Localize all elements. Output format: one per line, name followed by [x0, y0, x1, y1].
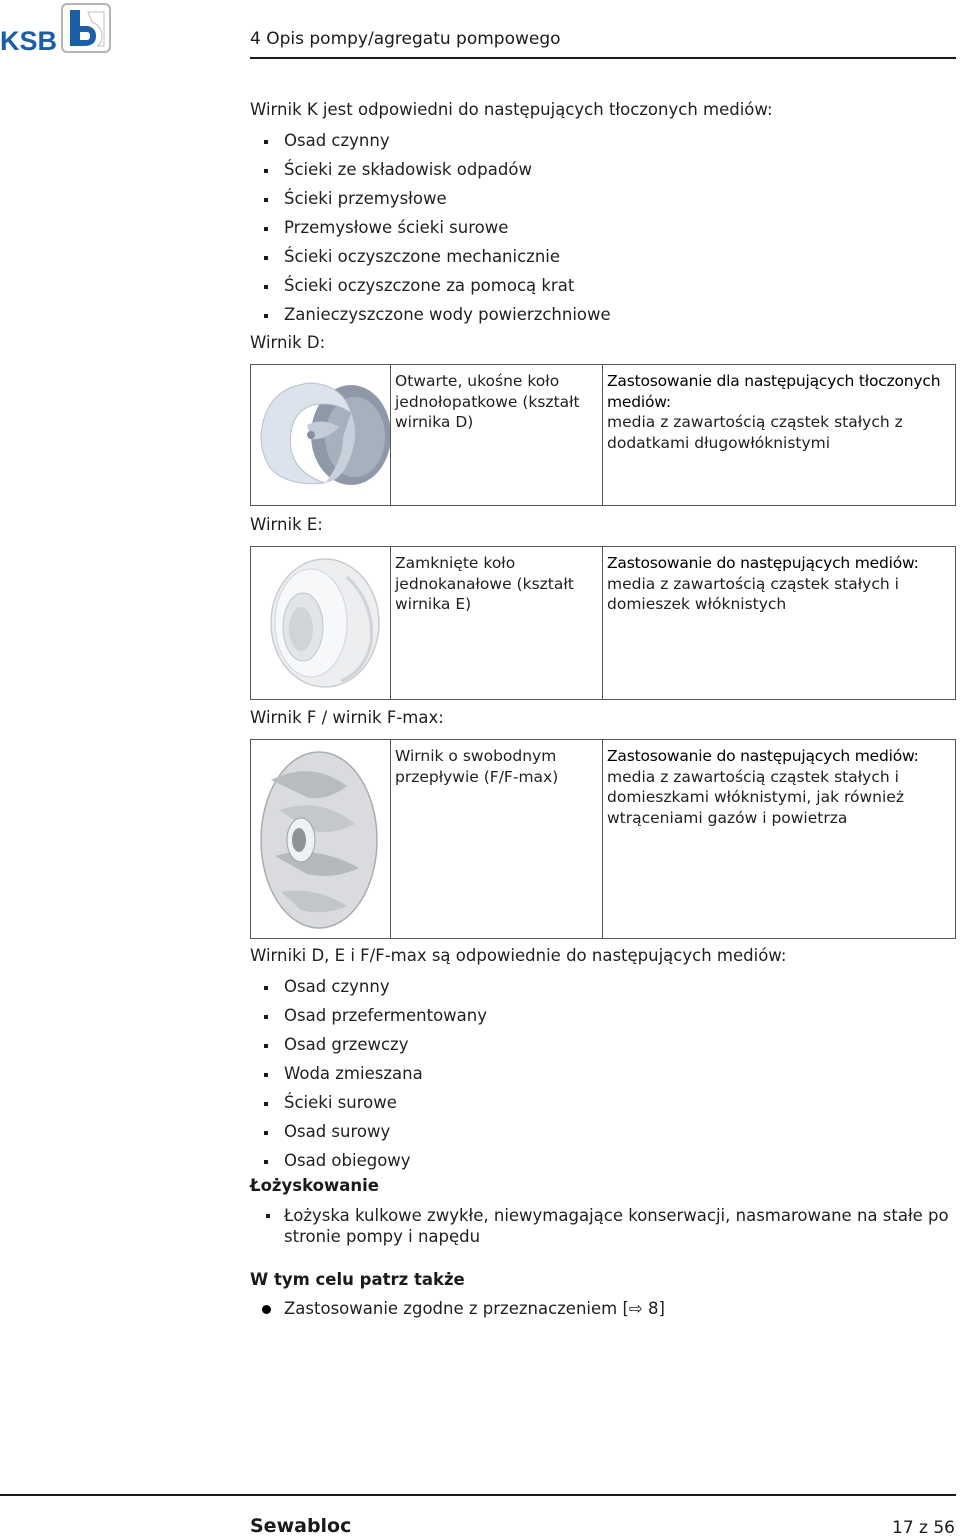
wirniki-def-intro: Wirniki D, E i F/F-max są odpowiednie do następujących mediów:	[250, 946, 787, 965]
list-item: Przemysłowe ścieki surowe	[262, 217, 611, 246]
wirnik-f-image	[251, 740, 391, 938]
list-item: Osad przefermentowany	[262, 1005, 487, 1034]
wirnik-k-intro: Wirnik K jest odpowiedni do następujących tłoczonych mediów:	[250, 100, 773, 119]
list-item: Zanieczyszczone wody powierzchniowe	[262, 304, 611, 333]
wirnik-d-table	[250, 364, 956, 506]
list-item: Osad obiegowy	[262, 1150, 487, 1179]
list-item: Osad surowy	[262, 1121, 487, 1150]
see-also-heading: W tym celu patrz także	[250, 1270, 465, 1289]
list-item: Ścieki oczyszczone za pomocą krat	[262, 275, 611, 304]
list-item: Osad czynny	[262, 976, 487, 1005]
ksb-logo	[0, 2, 115, 54]
section-title: 4 Opis pompy/agregatu pompowego	[250, 29, 561, 49]
wirniki-def-media-list	[262, 976, 487, 1179]
bearings-heading: Łożyskowanie	[250, 1176, 379, 1195]
footer-page-number: 17 z 56	[892, 1518, 955, 1538]
logo-wordmark: KSB	[0, 26, 58, 54]
bearings-item: Łożyska kulkowe zwykłe, niewymagające konserwacji, nasmarowane na stałe po stronie pompy i napędu	[262, 1205, 960, 1247]
list-item: Ścieki ze składowisk odpadów	[262, 159, 611, 188]
list-item: Ścieki surowe	[262, 1092, 487, 1121]
list-item: Osad czynny	[262, 130, 611, 159]
wirnik-f-description: Wirnik o swobodnym przepływie (F/F-max)	[391, 740, 603, 938]
list-item: Woda zmieszana	[262, 1063, 487, 1092]
see-also-link[interactable]: Zastosowanie zgodne z przeznaczeniem [⇨ 8]	[262, 1299, 665, 1318]
wirnik-d-image	[251, 365, 391, 505]
wirnik-e-table	[250, 546, 956, 700]
wirnik-f-application	[603, 740, 955, 938]
list-item: Ścieki oczyszczone mechanicznie	[262, 246, 611, 275]
wirnik-f-label: Wirnik F / wirnik F-max:	[250, 708, 444, 727]
list-item: Ścieki przemysłowe	[262, 188, 611, 217]
header-divider	[250, 57, 956, 59]
footer-product-name: Sewabloc	[250, 1515, 352, 1537]
wirnik-e-label: Wirnik E:	[250, 515, 323, 534]
wirnik-f-table	[250, 739, 956, 939]
footer-divider	[0, 1494, 956, 1496]
application-heading: Zastosowanie dla następujących tłoczonych mediów:	[607, 372, 941, 411]
list-item: Osad grzewczy	[262, 1034, 487, 1063]
application-heading: Zastosowanie do następujących mediów:	[607, 554, 919, 572]
wirnik-d-label: Wirnik D:	[250, 333, 326, 352]
wirnik-e-application	[603, 547, 955, 699]
wirnik-e-description: Zamknięte koło jednokanałowe (kształt wirnika E)	[391, 547, 603, 699]
application-text: media z zawartością cząstek stałych i domieszkami włóknistymi, jak również wtrąceniami gazów i powietrza	[607, 767, 904, 827]
application-heading: Zastosowanie do następujących mediów:	[607, 747, 919, 765]
application-text: media z zawartością cząstek stałych z dodatkami długowłóknistymi	[607, 413, 903, 452]
wirnik-d-application	[603, 365, 955, 505]
wirnik-d-description: Otwarte, ukośne koło jednołopatkowe (kształt wirnika D)	[391, 365, 603, 505]
wirnik-k-media-list	[262, 130, 611, 333]
application-text: media z zawartością cząstek stałych i domieszek włóknistych	[607, 574, 899, 613]
wirnik-e-image	[251, 547, 391, 699]
